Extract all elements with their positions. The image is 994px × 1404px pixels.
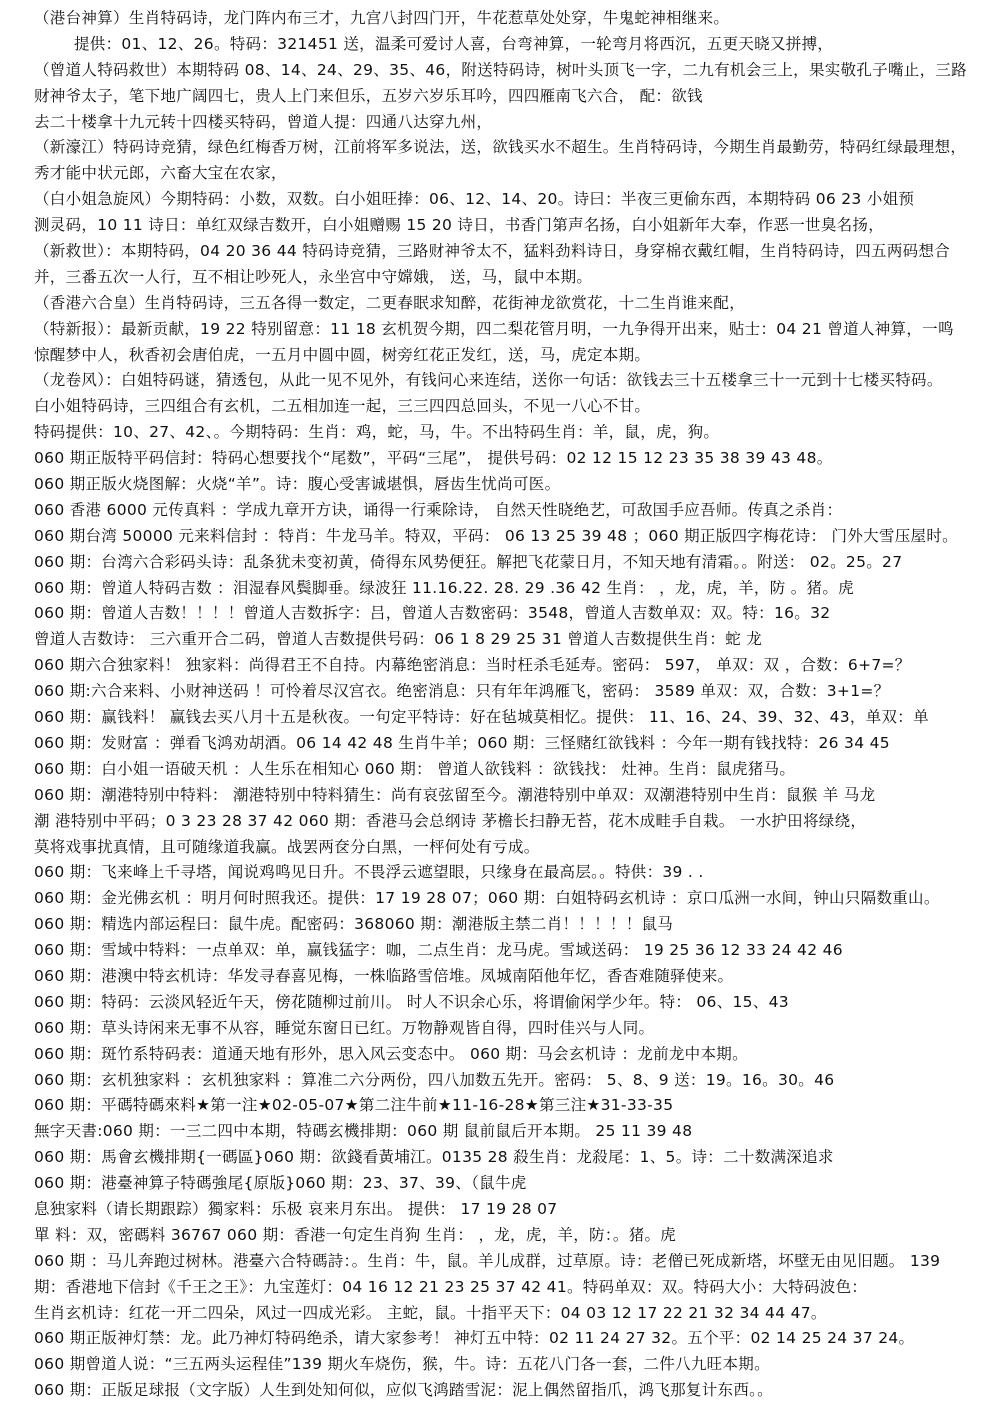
text-line: （香港六合皇）生肖特码诗，三五各得一数定，二更春眠求知醉，花街神龙欲赏花，十二生肖谁来配， xyxy=(34,293,746,312)
text-line: 曾道人吉数诗： 三六重开合二码，曾道人吉数提供号码：06 1 8 29 25 31 曾道人吉数提供生肖：蛇 龙 xyxy=(34,630,763,649)
text-line: 期：香港地下信封《千王之王》：九宝莲灯：04 16 12 21 23 25 37 42 41。特码单双：双。特码大小：大特码波色： xyxy=(34,1277,868,1296)
text-line: 白小姐特码诗，三四组合有玄机，二五相加连一起，三三四四总回头，不见一八心不甘。 xyxy=(34,397,651,416)
text-line: 财神爷太子，笔下地广阔四七，贵人上门来但乐，五岁六岁乐耳吟，四四雁南飞六合， 配：欲钱 xyxy=(34,86,703,105)
text-line: 060 期六合独家料！ 独家料：尚得君王不自持。内幕绝密消息：当时枉杀毛延寿。密码： 597， 单双：双 ，合数：6+7=？ xyxy=(34,656,911,675)
text-line: 060 期：台湾六合彩码头诗：乱条犹未变初黄，倚得东风势便狂。解把飞花蒙日月，不知天地有清霜。。附送： 02。25。27 xyxy=(34,552,903,571)
text-line: （新濠江）特码诗竞猜，绿色红梅香万树，江前将军多说法，送，欲钱买水不超生。生肖特码诗，今期生肖最勤劳，特码红绿最理想， xyxy=(34,138,967,157)
text-line: 060 期：潮港特别中特料： 潮港特别中特料猜生：尚有哀弦留至今。潮港特别中单双：双潮港特别中生肖：鼠猴 羊 马龙 xyxy=(34,785,876,804)
text-line: 060 期:六合来料、小财神送码 ！可怜着尽汉宫衣。绝密消息：只有年年鸿雁飞，密码： 3589 单双：双，合数：3+1=？ xyxy=(34,682,890,701)
text-line: 生肖玄机诗：红花一开二四朵，风过一四成光彩。 主蛇，鼠。十指平天下：04 03 12 17 22 21 32 34 44 47。 xyxy=(34,1303,827,1322)
text-line: 测灵码，10 11 诗日：单红双绿吉数开，白小姐赠赐 15 20 诗日，书香门第声名扬，白小姐新年大奉，作恶一世臭名扬， xyxy=(34,216,885,235)
text-line: 060 期：白小姐一语破天机 ：人生乐在相知心 060 期： 曾道人欲钱料 ：欲钱找： 灶神。生肖：鼠虎猪马。 xyxy=(34,759,796,778)
text-line: 060 期：曾道人吉数！！！！曾道人吉数拆字：吕，曾道人吉数密码：3548，曾道人吉数单双：双。特：16。32 xyxy=(34,604,831,623)
text-line: 060 期：馬會玄機排期{一碼區}060 期：欲錢看黃埔江。0135 28 殺生肖：龙殺尾：1、5。诗：二十数满深追求 xyxy=(34,1148,834,1167)
text-line: 060 期正版火烧图解：火烧“羊”。诗：腹心受害诚堪惧，唇齿生忧尚可医。 xyxy=(34,475,561,494)
text-line: 060 期台湾 50000 元来料信封 ：特肖：牛龙马羊。特双，平码： 06 13 25 39 48 ；060 期正版四字梅花诗： 门外大雪压屋时。 xyxy=(34,526,958,545)
text-line: 060 期：港澳中特玄机诗：华发寻春喜见梅，一株临路雪倍堆。凤城南陌他年忆，香杳难随驿使来。 xyxy=(34,966,734,985)
text-line: 060 期 ：马儿奔跑过树林。港臺六合特碼詩：。生肖：牛，鼠。羊儿成群，过草原。诗：老僧已死成新塔，坏壁无由见旧题。 139 xyxy=(34,1251,941,1270)
text-line: 莫将戏事扰真情，且可随缘道我赢。战罢两奁分白黑，一枰何处有亏成。 xyxy=(34,837,540,856)
text-line: 060 期：正版足球报（文字版）人生到处知何似，应似飞鸿踏雪泥：泥上偶然留指爪，鸿飞那复计东西。。 xyxy=(34,1381,773,1400)
text-line: 060 期：精选内部运程曰：鼠牛虎。配密码：368060 期：潮港版主禁二肖！！！！！鼠马 xyxy=(34,915,674,934)
text-line: （港台神算）生肖特码诗，龙门阵内布三才，九宫八封四门开，牛花惹草处处穿，牛鬼蛇神相继来。 xyxy=(34,9,730,27)
text-line: 060 期：曾道人特码吉数 ：泪湿春风鬓脚垂。绿波狂 11.16.22. 28. 29 .36 42 生肖： ，龙，虎，羊，防 。猪。虎 xyxy=(34,578,854,597)
text-line: 060 期曾道人说：“三五两头运程佳”139 期火车烧伤，猴，牛。诗：五花八门各一套，二件八九旺本期。 xyxy=(34,1355,770,1374)
text-line: 060 期：雪域中特料：一点单双：单，赢钱猛字：咖，二点生肖：龙马虎。雪域送码： 19 25 36 12 33 24 42 46 xyxy=(34,941,843,960)
text-line: 060 期：特码：云淡风轻近午天，傍花随柳过前川。 时人不识余心乐，将谓偷闲学少年。特： 06、15、43 xyxy=(34,992,789,1011)
text-line: （新救世）：本期特码，04 20 36 44 特码诗竞猜，三路财神爷太不，猛料劲料诗日，身穿棉衣戴红帽，生肖特码诗，四五两码想合 xyxy=(34,242,951,261)
text-line: 息独家料（请长期跟踪）獨家料：乐极 哀来月东出。 提供： 17 19 28 07 xyxy=(34,1199,558,1218)
text-line: 060 期正版特平码信封：特码心想要找个“尾数”，平码“三尾”， 提供号码：02 12 15 12 23 35 38 39 43 48。 xyxy=(34,449,833,468)
text-line: （特新报）：最新贡献，19 22 特别留意：11 18 玄机贺今期，四二梨花管月明，一九争得开出来，贴士：04 21 曾道人神算，一鸣 xyxy=(34,319,954,338)
text-line: （白小姐急旋风）今期特码：小数，双数。白小姐旺捧：06、12、14、20。诗曰：半夜三更偷东西，本期特码 06 23 小姐预 xyxy=(34,190,915,209)
text-line: （龙卷风）：白姐特码谜，猜透包，从此一见不见外，有钱问心来连结，送你一句话：欲钱去三十五楼拿三十一元到十七楼买特码。 xyxy=(34,371,943,390)
text-line: 060 期：平碼特碼來料★第一注★02-05-07★第二注牛前★11-16-28★第三注★31-33-35 xyxy=(34,1096,674,1115)
text-line: 秀才能中状元郎，六畜大宝在农家， xyxy=(34,164,287,183)
text-line: 并，三番五次一人行，互不相让吵死人，永坐宫中守嫦娥， 送，马，鼠中本期。 xyxy=(34,267,593,286)
text-line: 060 期：斑竹系特码表：道通天地有形外，思入风云变态中。 060 期：马会玄机诗 ：龙前龙中本期。 xyxy=(34,1044,748,1063)
text-line: 060 期：赢钱料！ 赢钱去买八月十五是秋夜。一句定平特诗：好在毡城莫相忆。提供： 11、16、24、39、32、43，单双：单 xyxy=(34,708,929,727)
text-line: 無字天書:060 期：一三二四中本期，特碼玄機排期：060 期 鼠前鼠后开本期。 25 11 39 48 xyxy=(34,1122,693,1141)
text-line: 060 期：草头诗闲来无事不从容，睡觉东窗日已红。万物静观皆自得，四时佳兴与人同。 xyxy=(34,1018,655,1037)
text-line: 060 期：金光佛玄机 ：明月何时照我还。提供：17 19 28 07；060 期：白姐特码玄机诗 ：京口瓜洲一水间，钟山只隔数重山。 xyxy=(34,889,940,908)
text-line: 060 期正版神灯禁：龙。此乃神灯特码绝杀，请大家参考！ 神灯五中特：02 11 24 27 32。五个平：02 14 25 24 37 24。 xyxy=(34,1329,915,1348)
text-line: 060 期：港臺神算子特碼強尾{原版}060 期：23、37、39、（鼠牛虎 xyxy=(34,1174,527,1193)
text-line: 060 期：飞来峰上千寻塔，闻说鸡鸣见日升。不畏浮云遮望眼，只缘身在最高层。。特供：39 . . xyxy=(34,863,704,882)
text-line: 惊醒梦中人，秋香初会唐伯虎，一五月中圆中圆，树旁红花正发红，送，马，虎定本期。 xyxy=(34,345,651,364)
text-line: 060 香港 6000 元传真料 ：学成九章开方诀，诵得一行乘除诗， 自然天性晓绝艺，可敌国手应吾师。传真之杀肖： xyxy=(34,500,843,519)
text-line: 潮 港特别中平码；0 3 23 28 37 42 060 期：香港马会总纲诗 茅檐长扫静无苔，花木成畦手自栽。 一水护田将绿绕， xyxy=(34,811,867,830)
text-line: 單 料：双，密碼料 36767 060 期：香港一句定生肖狗 生肖： ，龙，虎，羊，防：。猪。虎 xyxy=(34,1225,677,1244)
text-line: 060 期：发财富 ：弹看飞鸿劝胡酒。06 14 42 48 生肖牛羊；060 期：三怪赌红欲钱料 ：今年一期有钱找特：26 34 45 xyxy=(34,733,890,752)
text-line: 特码提供：10、27、42、。今期特码：生肖：鸡，蛇，马，牛。不出特码生肖：羊，鼠，虎，狗。 xyxy=(34,423,720,442)
text-line: 提供：01、12、26。特码：321451 送，温柔可爱讨人喜，台弯神算，一轮弯月将西沉，五更天晓又拼搏， xyxy=(74,34,834,53)
text-line: 060 期：玄机独家料 ：玄机独家料 ：算准二六分两份，四八加数五先开。密码： 5、8、9 送：19。16。30。46 xyxy=(34,1070,835,1089)
text-line: 去二十楼拿十九元转十四楼买特码，曾道人提：四通八达穿九州， xyxy=(34,112,493,131)
text-line: （曾道人特码救世）本期特码 08、14、24、29、35、46，附送特码诗，树叶头顶飞一字，二九有机会三上，果实敬孔子嘴止，三路 xyxy=(34,60,967,79)
